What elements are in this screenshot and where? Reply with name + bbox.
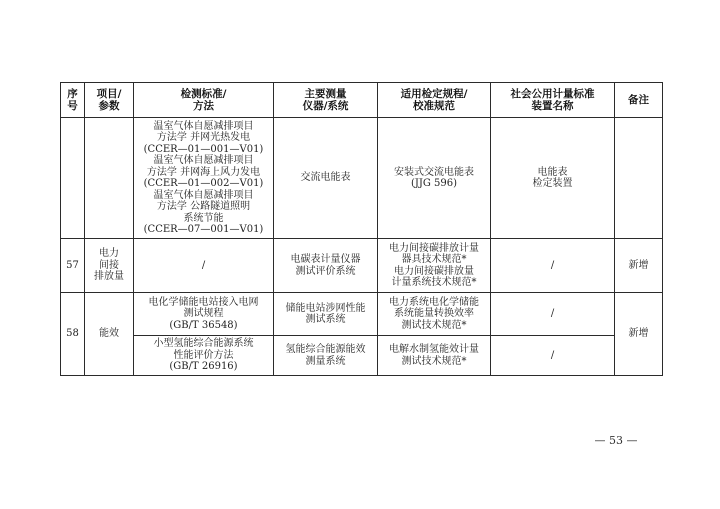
header-method: 检测标准/ 方法: [134, 83, 274, 118]
row-57-remark: 新增: [615, 239, 663, 293]
row-58-2-method: 小型氢能综合能源系统 性能评价方法 (GB/T 26916): [134, 336, 274, 376]
row-1-seq: [61, 118, 85, 239]
row-58-2-instrument: 氢能综合能源能效 测量系统: [274, 336, 378, 376]
row-57-seq: 57: [61, 239, 85, 293]
row-1-remark: [615, 118, 663, 239]
row-57-instrument: 电碳表计量仪器 测试评价系统: [274, 239, 378, 293]
header-remark: 备注: [615, 83, 663, 118]
page-number: — 53 —: [594, 434, 638, 447]
header-seq: 序 号: [61, 83, 85, 118]
row-58-1-device: /: [491, 293, 615, 336]
row-58-item: 能效: [85, 293, 134, 376]
table-row: [61, 118, 663, 239]
row-58-1-instrument: 储能电站涉网性能 测试系统: [274, 293, 378, 336]
header-regulation: 适用检定规程/ 校准规范: [378, 83, 491, 118]
row-58-2-device: /: [491, 336, 615, 376]
table-row: [61, 239, 663, 293]
table-row: [61, 293, 663, 336]
row-58-1-method: 电化学储能电站接入电网 测试规程 (GB/T 36548): [134, 293, 274, 336]
row-1-regulation: 安装式交流电能表 (JJG 596): [378, 118, 491, 239]
row-57-method: /: [134, 239, 274, 293]
row-57-regulation: 电力间接碳排放计量 器具技术规范* 电力间接碳排放量 计量系统技术规范*: [378, 239, 491, 293]
table-row: [61, 336, 663, 376]
header-device: 社会公用计量标准 装置名称: [491, 83, 615, 118]
row-57-device: /: [491, 239, 615, 293]
row-58-1-regulation: 电力系统电化学储能 系统能量转换效率 测试技术规范*: [378, 293, 491, 336]
row-1-item: [85, 118, 134, 239]
header-item: 项目/ 参数: [85, 83, 134, 118]
standards-table: [60, 82, 663, 376]
row-58-seq: 58: [61, 293, 85, 376]
row-1-device: 电能表 检定装置: [491, 118, 615, 239]
row-1-method: 温室气体自愿减排项目 方法学 并网光热发电 (CCER—01—001—V01) 温室气体自愿减排项目 方法学 并网海上风力发电 (CCER—01—002—V01) 温室气体自愿减排项目 方法学 公路隧道照明 系统节能 (CCER—07—001—V01): [134, 118, 274, 239]
row-1-instrument: 交流电能表: [274, 118, 378, 239]
header-instrument: 主要测量 仪器/系统: [274, 83, 378, 118]
row-58-2-regulation: 电解水制氢能效计量 测试技术规范*: [378, 336, 491, 376]
table-header-row: [61, 83, 663, 118]
row-57-item: 电力 间接 排放量: [85, 239, 134, 293]
row-58-remark: 新增: [615, 293, 663, 376]
